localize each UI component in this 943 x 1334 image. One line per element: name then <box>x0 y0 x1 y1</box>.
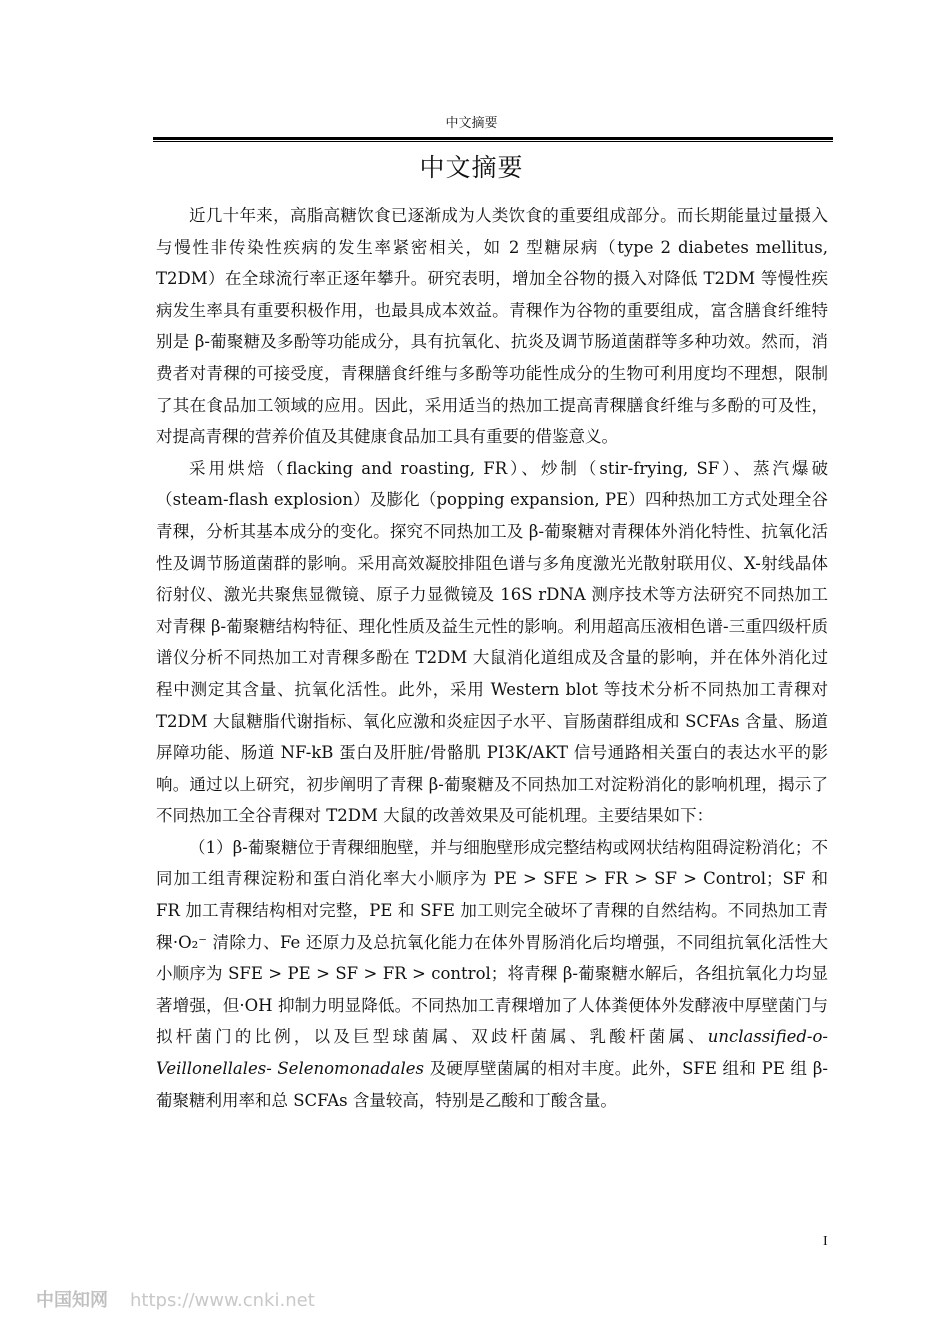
paragraph-intro: 近几十年来，高脂高糖饮食已逐渐成为人类饮食的重要组成部分。而长期能量过量摄入与慢性非传染性疾病的发生率紧密相关，如 2 型糖尿病（type 2 diabetes mellitus, T2DM）在全球流行率正逐年攀升。研究表明，增加全谷物的摄入对降低 T2DM 等慢性疾病发生率具有重要积极作用，也最具成本效益。青稞作为谷物的重要组成，富含膳食纤维特别是 β-葡聚糖及多酚等功能成分，具有抗氧化、抗炎及调节肠道菌群等多种功效。然而，消费者对青稞的可接受度，青稞膳食纤维与多酚等功能性成分的生物可利用度均不理想，限制了其在食品加工领域的应用。因此，采用适当的热加工提高青稞膳食纤维与多酚的可及性，对提高青稞的营养价值及其健康食品加工具有重要的借鉴意义。 <box>156 206 828 447</box>
page-number: I <box>823 1234 828 1249</box>
header-rule <box>153 137 833 142</box>
abstract-body <box>156 200 828 1116</box>
running-header: 中文摘要 <box>445 116 498 131</box>
taxon-name-italic: unclassified-o-Veillonellales- Selenomonadales <box>156 1027 828 1079</box>
paragraph-result-1 <box>156 832 828 1116</box>
cnki-url: https://www.cnki.net <box>130 1290 315 1311</box>
cnki-watermark <box>36 1286 315 1312</box>
result-1-text-after: 及硬厚壁菌属的相对丰度。此外，SFE 组和 PE 组 β-葡聚糖利用率和总 SCFAs 含量较高，特别是乙酸和丁酸含量。 <box>156 1059 828 1110</box>
cnki-logo: 中国知网 <box>36 1290 108 1311</box>
paragraph-methods: 采用烘焙（flacking and roasting, FR）、炒制（stir-frying, SF）、蒸汽爆破（steam-flash explosion）及膨化（popping expansion, PE）四种热加工方式处理全谷青稞，分析其基本成分的变化。探究不同热加工及 β-葡聚糖对青稞体外消化特性、抗氧化活性及调节肠道菌群的影响。采用高效凝胶排阻色谱与多角度激光光散射联用仪、X-射线晶体衍射仪、激光共聚焦显微镜、原子力显微镜及 16S rDNA 测序技术等方法研究不同热加工对青稞 β-葡聚糖结构特征、理化性质及益生元性的影响。利用超高压液相色谱-三重四级杆质谱仪分析不同热加工对青稞多酚在 T2DM 大鼠消化道组成及含量的影响，并在体外消化过程中测定其含量、抗氧化活性。此外，采用 Western blot 等技术分析不同热加工青稞对 T2DM 大鼠糖脂代谢指标、氧化应激和炎症因子水平、盲肠菌群组成和 SCFAs 含量、肠道屏障功能、肠道 NF-kB 蛋白及肝脏/骨骼肌 PI3K/AKT 信号通路相关蛋白的表达水平的影响。通过以上研究，初步阐明了青稞 β-葡聚糖及不同热加工对淀粉消化的影响机理，揭示了不同热加工全谷青稞对 T2DM 大鼠的改善效果及可能机理。主要结果如下： <box>156 458 829 826</box>
page-title: 中文摘要 <box>419 153 524 182</box>
result-1-text-before: （1）β-葡聚糖位于青稞细胞壁，并与细胞壁形成完整结构或网状结构阻碍淀粉消化；不同加工组青稞淀粉和蛋白消化率大小顺序为 PE > SFE > FR > SF > Control；SF 和 FR 加工青稞结构相对完整，PE 和 SFE 加工则完全破坏了青稞的自然结构。不同热加工青稞·O₂⁻ 清除力、Fe 还原力及总抗氧化能力在体外胃肠消化后均增强，不同组抗氧化活性大小顺序为 SFE > PE > SF > FR > control；将青稞 β-葡聚糖水解后，各组抗氧化力均显著增强，但·OH 抑制力明显降低。不同热加工青稞增加了人体粪便体外发酵液中厚壁菌门与拟杆菌门的比例，以及巨型球菌属、双歧杆菌属、乳酸杆菌属、 <box>156 837 828 1047</box>
